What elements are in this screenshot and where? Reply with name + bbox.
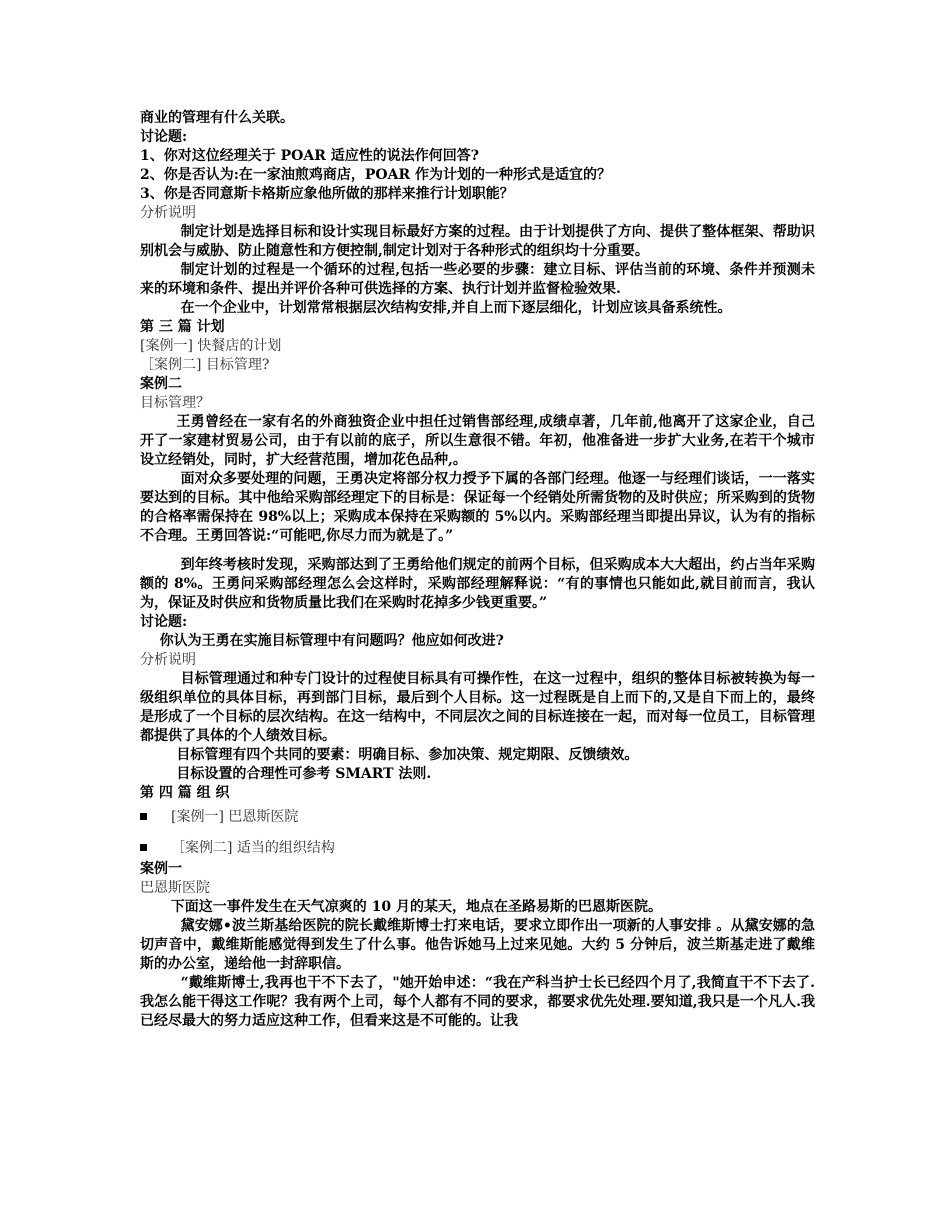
paragraph: 面对众多要处理的问题，王勇决定将部分权力授予下属的各部门经理。他逐一与经理们谈话，一一落实要达到的目标。其中他给采购部经理定下的目标是：保证每一个经销处所需货物的及时供应；所采购到的货物的合格率需保持在 98%以上；采购成本保持在采购额的 5%以内。采购部经理当即提出异议，认为有的指标不合理。王勇回答说:“可能吧,你尽力而为就是了。” [140, 471, 815, 544]
paragraph: 目标设置的合理性可参考 SMART 法则. [176, 766, 432, 782]
analysis-heading: 分析说明 [140, 652, 196, 668]
paragraph: 目标管理通过和种专门设计的过程使目标具有可操作性，在这一过程中，组织的整体目标被转换为每一级组织单位的具体目标，再到部门目标，最后到个人目标。这一过程既是自上而下的,又是自下而上的，最终是形成了一个目标的层次结构。在这一结构中，不同层次之间的目标连接在一起，而对每一位员工，目标管理都提供了具体的个人绩效目标。 [140, 671, 815, 744]
question-item: 2、你是否认为:在一家油煎鸡商店，POAR 作为计划的一种形式是适宜的？ [140, 167, 612, 183]
bullet-square-icon [140, 813, 147, 820]
paragraph: 下面这一事件发生在天气凉爽的 10 月的某天，地点在圣路易斯的巴恩斯医院。 [170, 899, 663, 915]
case-link: [案例一] 巴恩斯医院 [171, 809, 299, 825]
discussion-heading: 讨论题: [140, 614, 188, 630]
case-link: ［案例二] 适当的组织结构 [171, 840, 335, 856]
case-subtitle: 目标管理？ [140, 395, 210, 411]
case-link: ［案例二] 目标管理? [140, 357, 270, 373]
paragraph: 在一个企业中，计划常常根据层次结构安排,并自上而下逐层细化，计划应该具备系统性。 [180, 300, 732, 316]
case-link: [案例一] 快餐店的计划 [140, 338, 282, 354]
paragraph: 制定计划的过程是一个循环的过程,包括一些必要的步骤：建立目标、评估当前的环境、条件并预测未来的环境和条件、提出并评价各种可供选择的方案、执行计划并监督检验效果. [140, 262, 815, 297]
bullet-square-icon [140, 844, 147, 851]
question-item: 3、你是否同意斯卡格斯应象他所做的那样来推行计划职能？ [140, 186, 514, 202]
text-line: 商业的管理有什么关联。 [140, 110, 294, 126]
analysis-heading: 分析说明 [140, 205, 196, 221]
paragraph: 制定计划是选择目标和设计实现目标最好方案的过程。由于计划提供了方向、提供了整体框架、帮助识别机会与威胁、防止随意性和方便控制,制定计划对于各种形式的组织均十分重要。 [140, 224, 815, 259]
case-heading: 案例一 [140, 861, 182, 877]
paragraph: 黛安娜•波兰斯基给医院的院长戴维斯博士打来电话，要求立即作出一项新的人事安排 。从黛安娜的急切声音中，戴维斯能感觉得到发生了什么事。他告诉她马上过来见她。大约 5 分钟后，波兰斯基走进了戴维斯的办公室，递给他一封辞职信。 [140, 918, 815, 972]
part-heading: 第 三 篇 计划 [140, 319, 225, 335]
bullet-item [140, 808, 815, 827]
document-page [140, 109, 815, 1031]
case-subtitle: 巴恩斯医院 [140, 880, 210, 896]
paragraph: “戴维斯博士,我再也干不下去了，"她开始申述：“我在产科当护士长已经四个月了,我简直干不下去了.我怎么能干得这工作呢？我有两个上司，每个人都有不同的要求，都要求优先处理.要知道,我只是一个凡人.我已经尽最大的努力适应这种工作，但看来这是不可能的。让我 [140, 975, 815, 1029]
paragraph: 到年终考核时发现，采购部达到了王勇给他们规定的前两个目标，但采购成本大大超出，约占当年采购额的 8%。王勇问采购部经理怎么会这样时，采购部经理解释说：“有的事情也只能如此,就目前而言，我认为，保证及时供应和货物质量比我们在采购时花掉多少钱更重要。” [140, 557, 815, 611]
part-heading: 第 四 篇 组 织 [140, 785, 230, 801]
paragraph: 目标管理有四个共同的要素：明确目标、参加决策、规定期限、反馈绩效。 [176, 747, 639, 763]
bullet-item [140, 839, 815, 858]
paragraph: 王勇曾经在一家有名的外商独资企业中担任过销售部经理,成绩卓著，几年前,他离开了这家企业，自己开了一家建材贸易公司，由于有以前的底子，所以生意很不错。年初，他准备进一步扩大业务,在若干个城市设立经销处，同时，扩大经营范围，增加花色品种,。 [140, 414, 815, 468]
question-item: 你认为王勇在实施目标管理中有问题吗？他应如何改进? [159, 633, 504, 649]
discussion-heading: 讨论题: [140, 129, 188, 145]
case-heading: 案例二 [140, 376, 182, 392]
question-item: 1、你对这位经理关于 POAR 适应性的说法作何回答? [140, 148, 479, 164]
